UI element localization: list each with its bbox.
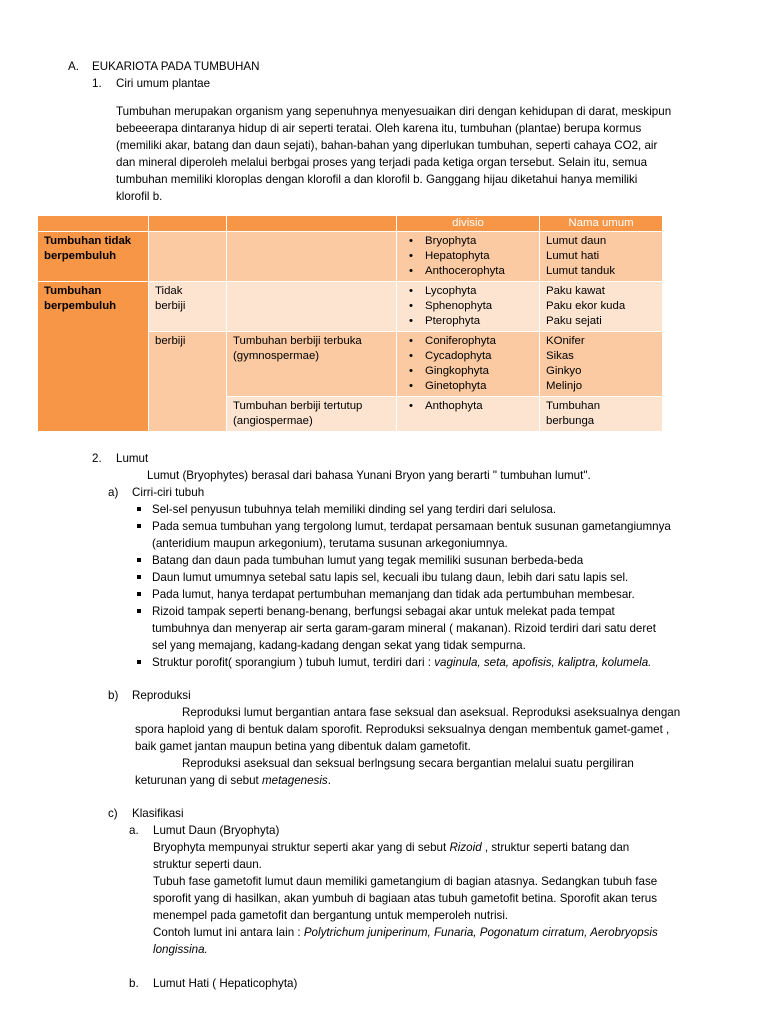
group-cell: Tumbuhan tidak berpembuluh [38, 232, 149, 282]
divisio-cell: • Anthophyta [397, 397, 540, 432]
detail-cell: Tumbuhan berbiji terbuka (gymnospermae) [227, 332, 397, 397]
lumut-daun-heading: a. Lumut Daun (Bryophyta) [129, 824, 280, 837]
sub-2c-heading: c) Klasifikasi [108, 807, 184, 820]
table-header [149, 216, 227, 232]
lumut-daun-paragraph: Bryophyta mempunyai struktur seperti akar yang di sebut Rizoid , struktur seperti batang dan struktur seperti daun. Tubuh fase gametofit lumut daun memiliki gametangium di bagian atasnya. Sedangkan tubuh fase sporofit yang di hasilkan, akan yumbuh di bagiaan atas tubuh gametofit betina. Sporofit akan terus menempel pada gametofit dan bergantung untuk memperoleh nutrisi. Contoh lumut ini antara lain : Polytrichum juniperinum, Funaria, Pogonatum cirratum, Aerobryopsis longissina. [153, 841, 658, 956]
list-item: Batang dan daun pada tumbuhan lumut yang tegak memiliki susunan berbeda-beda [135, 552, 760, 569]
section-a-heading: A. EUKARIOTA PADA TUMBUHAN [68, 60, 260, 73]
table-header [38, 216, 149, 232]
table-header-row [38, 216, 663, 232]
detail-cell: Tumbuhan berbiji tertutup (angiospermae) [227, 397, 397, 432]
divisio-cell: • Bryophyta • Hepatophyta • Anthocerophyta [397, 232, 540, 282]
sub-cell: berbiji [149, 332, 227, 432]
nama-cell: Tumbuhan berbunga [540, 397, 663, 432]
list-item: Rizoid tampak seperti benang-benang, berfungsi sebagai akar untuk melekat pada tempat tumbuhnya dan menyerap air serta garam-garam mineral ( makanan). Rizoid terdiri dari satu deret sel yang memajang, kadang-kadang dengan sekat yang tidak sempurna. [135, 603, 760, 654]
table-header-nama-umum: Nama umum [540, 216, 663, 232]
divisio-cell: • Coniferophyta • Cycadophyta • Gingkophyta • Ginetophyta [397, 332, 540, 397]
sub-2a-heading: a) Cirri-ciri tubuh [108, 486, 205, 499]
list-item: Sel-sel penyusun tubuhnya telah memiliki dinding sel yang terdiri dari selulosa. [135, 501, 760, 518]
list-item: Struktur porofit( sporangium ) tubuh lumut, terdiri dari : vaginula, seta, apofisis, kaliptra, kolumela. [135, 654, 760, 671]
lumut-hati-heading: b. Lumut Hati ( Hepaticophyta) [129, 977, 298, 990]
table-header [227, 216, 397, 232]
sub-2-heading: 2. Lumut [92, 452, 149, 465]
group-cell: Tumbuhan berpembuluh [38, 282, 149, 432]
nama-cell: Paku kawat Paku ekor kuda Paku sejati [540, 282, 663, 332]
classification-table [37, 215, 663, 432]
sub-2b-heading: b) Reproduksi [108, 689, 191, 702]
sub-2-intro: Lumut (Bryophytes) berasal dari bahasa Yunani Bryon yang berarti " tumbuhan lumut". [147, 469, 591, 482]
table-header-divisio: divisio [397, 216, 540, 232]
nama-cell: Lumut daun Lumut hati Lumut tanduk [540, 232, 663, 282]
intro-paragraph: Tumbuhan merupakan organism yang sepenuhnya menyesuaikan diri dengan kehidupan di darat, meskipun bebeeerapa dintaranya hidup di air seperti teratai. Oleh karena itu, tumbuhan (plantae) berupa kormus (memiliki akar, batang dan daun sejati), bahan-bahan yang diperlukan tumbuhan, seperti cahaya CO2, air dan mineral diperoleh melalui berbgai proses yang terjadi pada ketiga organ tersebut. Selain itu, semua tumbuhan memiliki kloroplas dengan klorofil a dan klorofil b. Ganggang hijau diketahui hanya memiliki klorofil b. [116, 105, 672, 203]
list-item: Pada lumut, hanya terdapat pertumbuhan memanjang dan tidak ada pertumbuhan membesar. [135, 586, 760, 603]
table-row [38, 282, 663, 332]
divisio-cell: • Lycophyta • Sphenophyta • Pterophyta [397, 282, 540, 332]
list-item: Pada semua tumbuhan yang tergolong lumut, terdapat persamaan bentuk susunan gametangiumnya (anteridium maupun arkegonium), terutama susunan arkegoniumnya. [135, 518, 760, 552]
nama-cell: KOnifer Sikas Ginkyo Melinjo [540, 332, 663, 397]
sub-1-heading: 1. Ciri umum plantae [92, 77, 211, 90]
table-row [38, 232, 663, 282]
sub-cell: Tidak berbiji [149, 282, 227, 332]
ciri-list [135, 501, 760, 671]
list-item: Daun lumut umumnya setebal satu lapis sel, kecuali ibu tulang daun, lebih dari satu lapis sel. [135, 569, 760, 586]
reproduksi-paragraph: Reproduksi lumut bergantian antara fase seksual dan aseksual. Reproduksi aseksualnya dengan spora haploid yang di bentuk dalam sporofit. Reproduksi seksualnya dengan membentuk gamet-gamet , baik gamet jantan maupun betina yang dibentuk dalam gametofit. Reproduksi aseksual dan seksual berlngsung secara bergantian melalui suatu pergiliran keturunan yang di sebut metagenesis. [135, 706, 681, 787]
